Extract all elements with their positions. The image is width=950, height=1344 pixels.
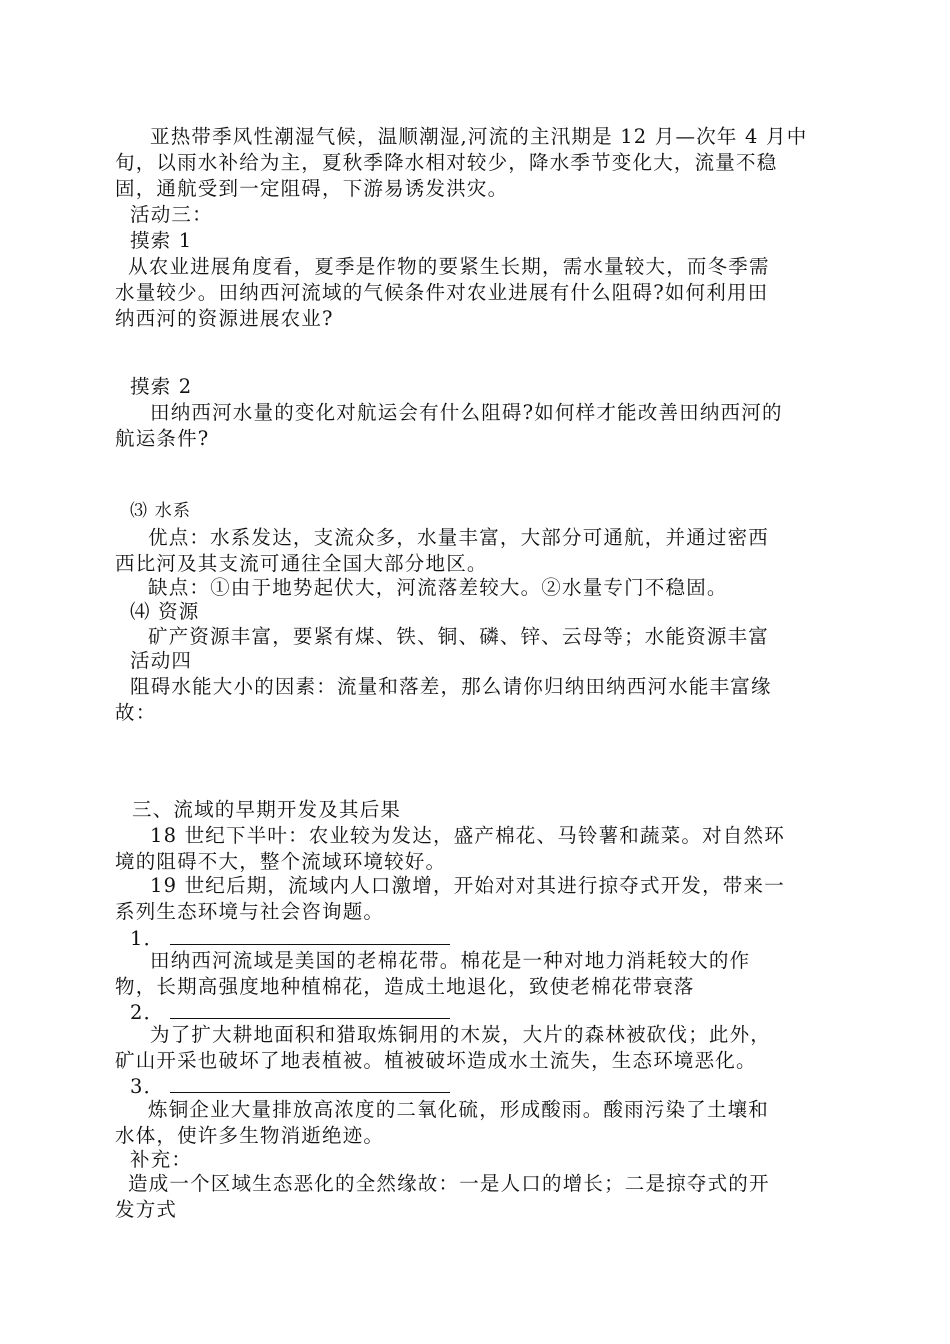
advantages-line1: 优点：水系发达，支流众多，水量丰富，大部分可通航，并通过密西 bbox=[148, 526, 770, 549]
explore-2-heading: 摸索 2 bbox=[130, 375, 193, 398]
activity-4-heading: 活动四 bbox=[130, 649, 193, 672]
water-system-heading: ⑶ 水系 bbox=[130, 501, 192, 521]
item-1-answer-blank[interactable] bbox=[170, 924, 450, 945]
explore-1-heading: 摸索 1 bbox=[130, 229, 193, 252]
c19-line1: 19 世纪后期，流域内人口激增，开始对对其进行掠夺式开发，带来一 bbox=[150, 874, 785, 897]
explore-2-line1: 田纳西河水量的变化对航运会有什么阻碍?如何样才能改善田纳西河的 bbox=[150, 401, 783, 424]
resources-line1: 矿产资源丰富，要紧有煤、铁、铜、磷、锌、云母等；水能资源丰富 bbox=[148, 625, 770, 648]
item-1-number: 1． bbox=[130, 927, 165, 950]
c18-line1: 18 世纪下半叶：农业较为发达，盛产棉花、马铃薯和蔬菜。对自然环 bbox=[150, 824, 785, 847]
item-1-line1: 田纳西河流域是美国的老棉花带。棉花是一种对地力消耗较大的作 bbox=[150, 949, 751, 972]
item-2-line2: 矿山开采也破坏了地表植被。植被破坏造成水土流失，生态环境恶化。 bbox=[115, 1049, 757, 1072]
item-2-line1: 为了扩大耕地面积和猎取炼铜用的木炭，大片的森林被砍伐；此外， bbox=[150, 1023, 772, 1046]
explore-1-line3: 纳西河的资源进展农业? bbox=[115, 307, 334, 330]
explore-2-line2: 航运条件? bbox=[115, 427, 210, 450]
explore-1-line1: 从农业进展角度看，夏季是作物的要紧生长期，需水量较大，而冬季需 bbox=[128, 255, 770, 278]
explore-1-line2: 水量较少。田纳西河流域的气候条件对农业进展有什么阻碍?如何利用田 bbox=[115, 281, 769, 304]
section-3-heading: 三、流域的早期开发及其后果 bbox=[132, 798, 402, 821]
paragraph-climate-line2: 旬，以雨水补给为主，夏秋季降水相对较少，降水季节变化大，流量不稳 bbox=[115, 151, 778, 174]
item-3-answer-blank[interactable] bbox=[170, 1072, 450, 1093]
activity-3-heading: 活动三： bbox=[130, 203, 213, 226]
supplement-heading: 补充： bbox=[130, 1148, 193, 1171]
paragraph-climate-line3: 固，通航受到一定阻碍，下游易诱发洪灾。 bbox=[115, 177, 509, 200]
c18-line2: 境的阻碍不大，整个流域环境较好。 bbox=[115, 850, 447, 873]
c19-line2: 系列生态环境与社会咨询题。 bbox=[115, 900, 385, 923]
item-2-number: 2． bbox=[130, 1001, 165, 1024]
resources-heading: ⑷ 资源 bbox=[130, 600, 200, 623]
item-3-line2: 水体，使许多生物消逝绝迹。 bbox=[115, 1124, 385, 1147]
disadvantages-line: 缺点：①由于地势起伏大，河流落差较大。②水量专门不稳固。 bbox=[148, 576, 728, 599]
activity-4-line1: 阻碍水能大小的因素：流量和落差，那么请你归纳田纳西河水能丰富缘 bbox=[130, 675, 772, 698]
supplement-line1: 造成一个区域生态恶化的全然缘故：一是人口的增长；二是掠夺式的开 bbox=[128, 1172, 770, 1195]
paragraph-climate-line1: 亚热带季风性潮湿气候，温顺潮湿,河流的主汛期是 12 月—次年 4 月中 bbox=[150, 125, 808, 148]
item-2-answer-blank[interactable] bbox=[170, 998, 450, 1019]
activity-4-line2: 故： bbox=[115, 701, 157, 724]
supplement-line2: 发方式 bbox=[115, 1198, 178, 1221]
item-1-line2: 物，长期高强度地种植棉花，造成土地退化，致使老棉花带衰落 bbox=[115, 975, 695, 998]
item-3-line1: 炼铜企业大量排放高浓度的二氧化硫，形成酸雨。酸雨污染了土壤和 bbox=[148, 1098, 770, 1121]
item-3-row bbox=[130, 1072, 450, 1100]
advantages-line2: 西比河及其支流可通往全国大部分地区。 bbox=[115, 552, 488, 575]
item-3-number: 3． bbox=[130, 1075, 165, 1098]
